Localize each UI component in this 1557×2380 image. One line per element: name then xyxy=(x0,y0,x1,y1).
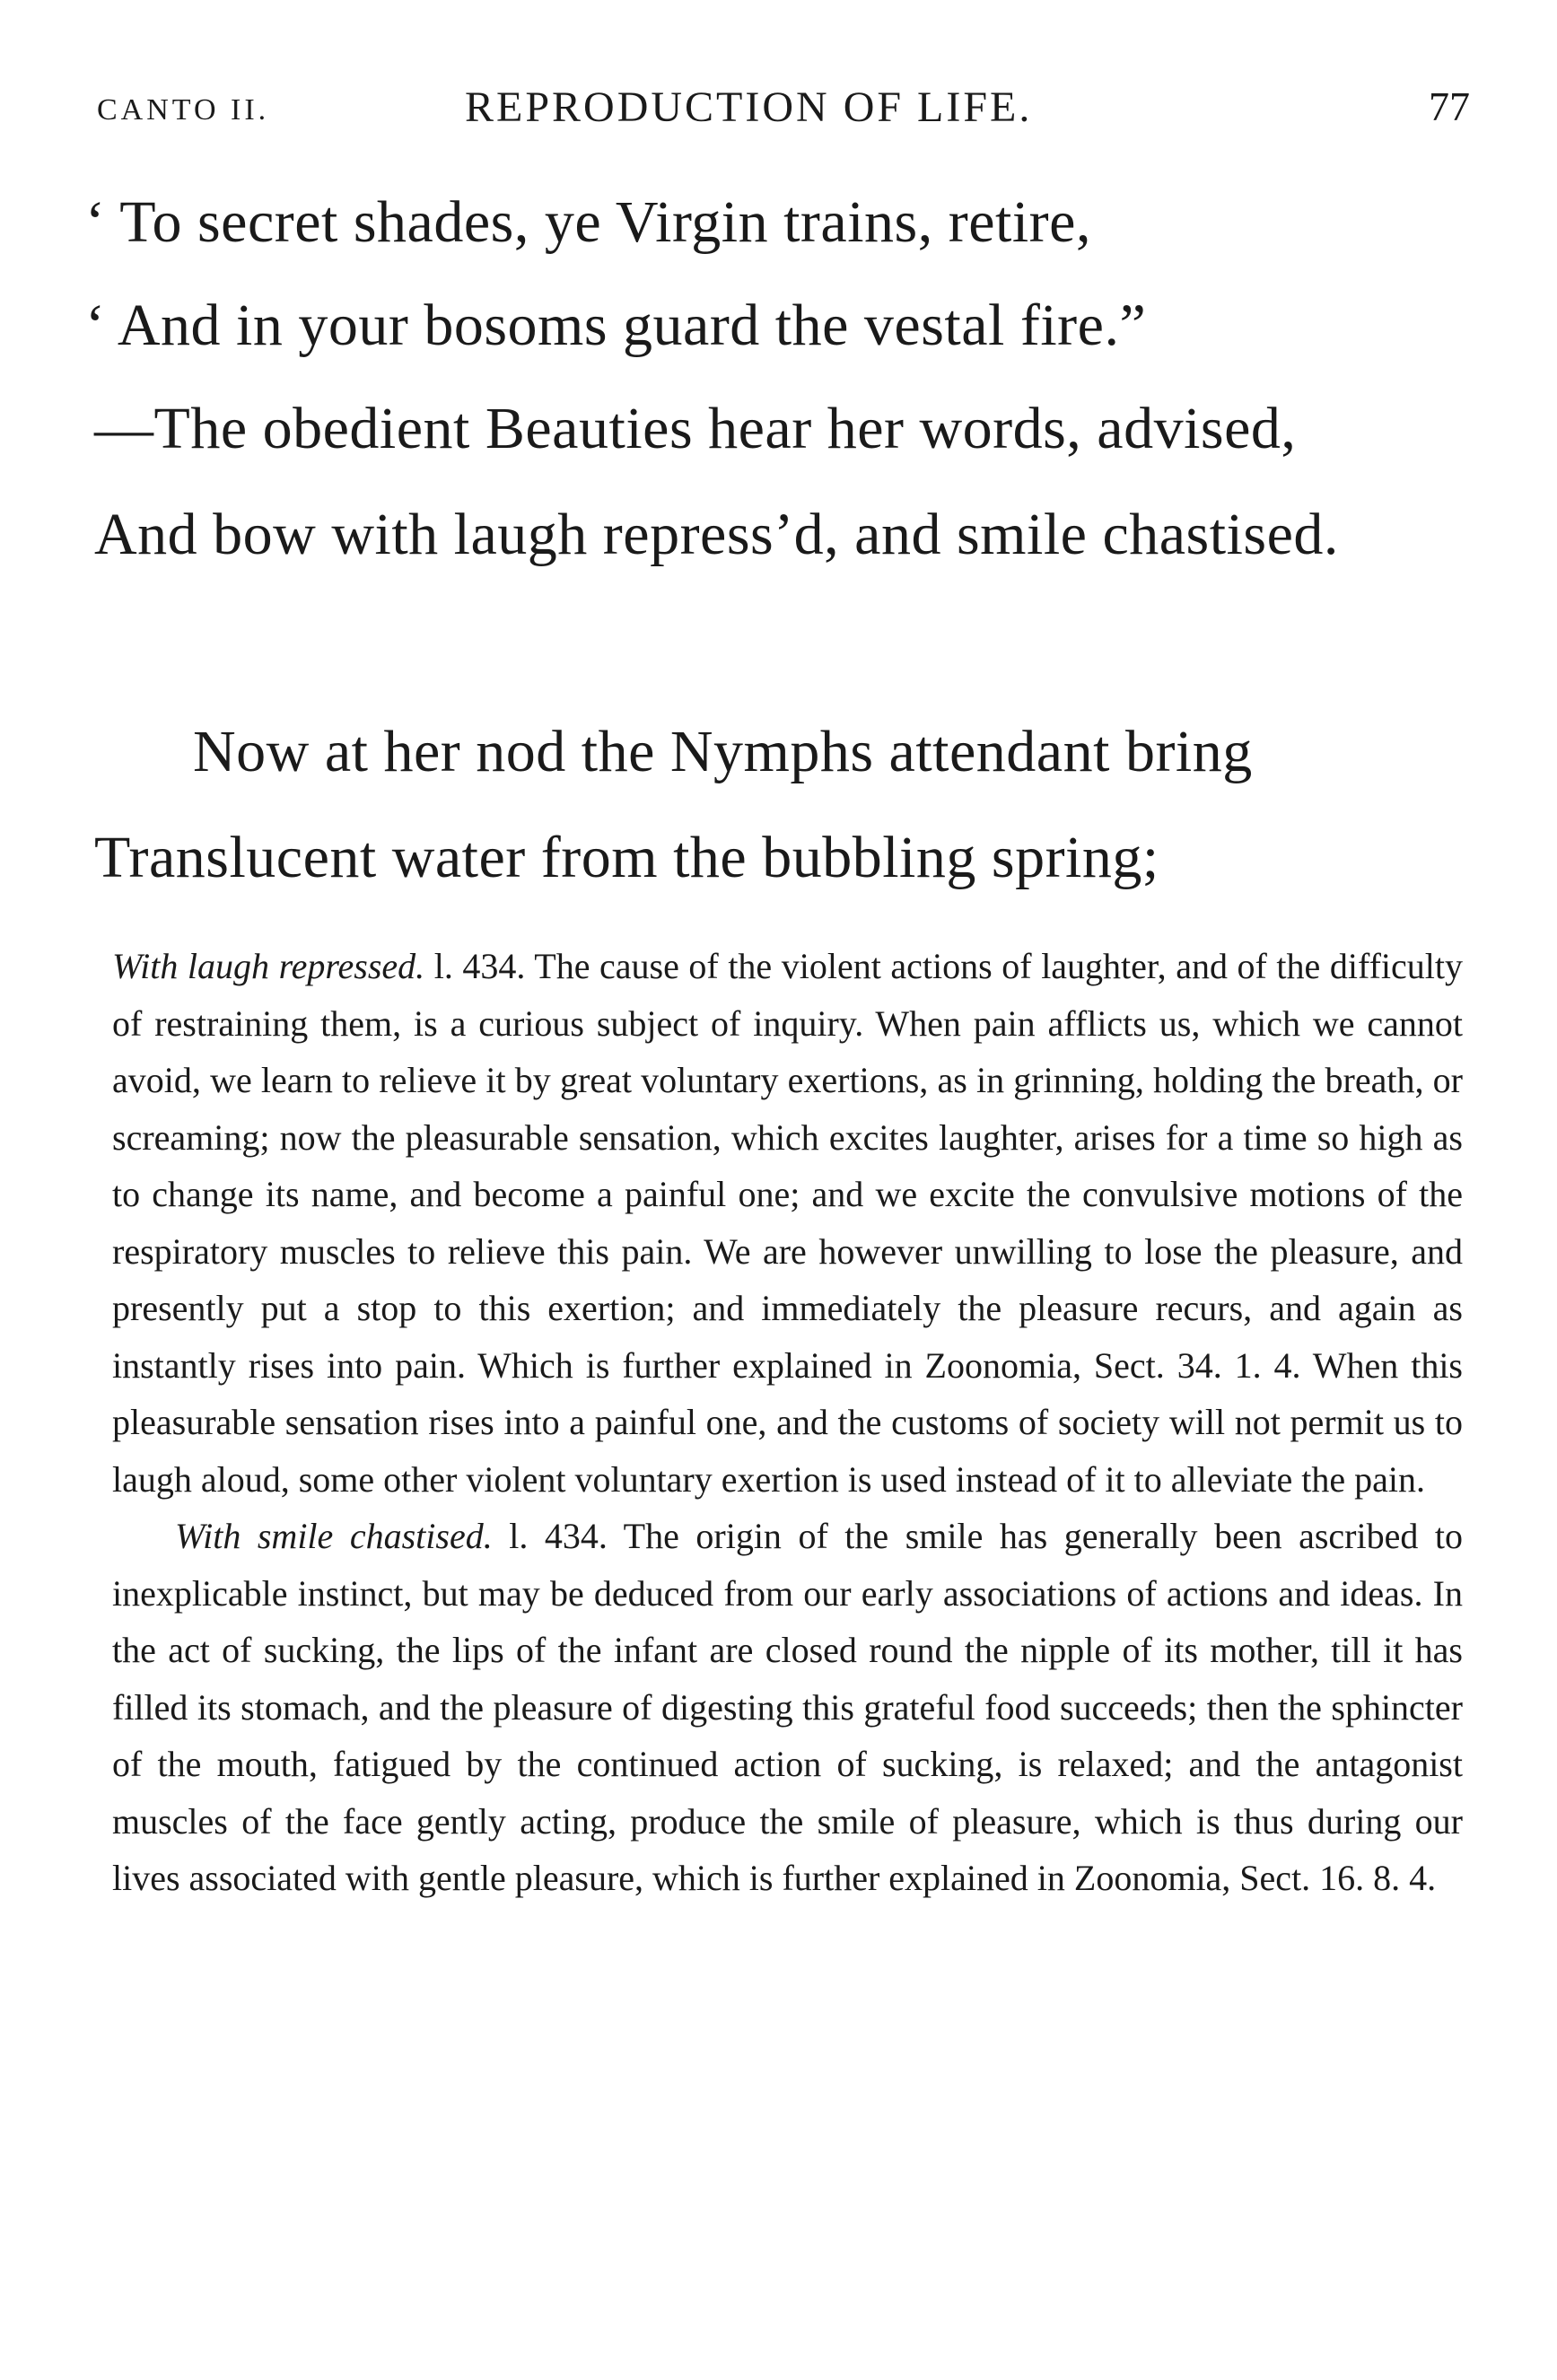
footnotes xyxy=(112,938,1463,1907)
footnote xyxy=(112,938,1463,1508)
running-head xyxy=(97,83,1479,136)
footnote-reference: With smile chastised. xyxy=(175,1516,493,1556)
verse-line: ‘ To secret shades, ye Virgin trains, retire, xyxy=(85,189,1091,255)
canto-label: CANTO II. xyxy=(97,93,270,127)
verse-line: Translucent water from the bubbling spring; xyxy=(94,825,1159,890)
footnote-reference: With laugh repressed. xyxy=(112,946,425,986)
verse-line: ‘ And in your bosoms guard the vestal fire.” xyxy=(85,293,1147,358)
page-number: 77 xyxy=(1429,83,1470,129)
verse-line: —The obedient Beauties hear her words, advised, xyxy=(94,396,1297,461)
verse-line: Now at her nod the Nymphs attendant bring xyxy=(193,719,1253,784)
page-title: REPRODUCTION OF LIFE. xyxy=(465,83,1033,131)
verse-line: And bow with laugh repress’d, and smile chastised. xyxy=(94,502,1339,567)
footnote-text: l. 434. The cause of the violent actions of laughter, and of the difficulty of restraining them, is a curious subject of inquiry. When pain afflicts us, which we cannot avoid, we learn to relieve it by great voluntary exertions, as in grinning, holding the breath, or screaming; now the pleasurable sensation, which excites laughter, arises for a time so high as to change its name, and become a painful one; and we excite the convulsive motions of the respiratory muscles to relieve this pain. We are however unwilling to lose the pleasure, and presently put a stop to this exertion; and immediately the pleasure recurs, and again as instantly rises into pain. Which is further explained in Zoonomia, Sect. 34. 1. 4. When this pleasurable sensation rises into a painful one, and the customs of society will not permit us to laugh aloud, some other violent voluntary exertion is used instead of it to alleviate the pain. xyxy=(112,946,1463,1500)
footnote-text: l. 434. The origin of the smile has generally been ascribed to inexplicable instinct, but may be deduced from our early associations of actions and ideas. In the act of sucking, the lips of the infant are closed round the nipple of its mother, till it has filled its stomach, and the pleasure of digesting this grateful food succeeds; then the sphincter of the mouth, fatigued by the continued action of sucking, is relaxed; and the antagonist muscles of the face gently acting, produce the smile of pleasure, which is thus during our lives associated with gentle pleasure, which is further explained in Zoonomia, Sect. 16. 8. 4. xyxy=(112,1516,1464,1898)
footnote xyxy=(112,1508,1463,1907)
